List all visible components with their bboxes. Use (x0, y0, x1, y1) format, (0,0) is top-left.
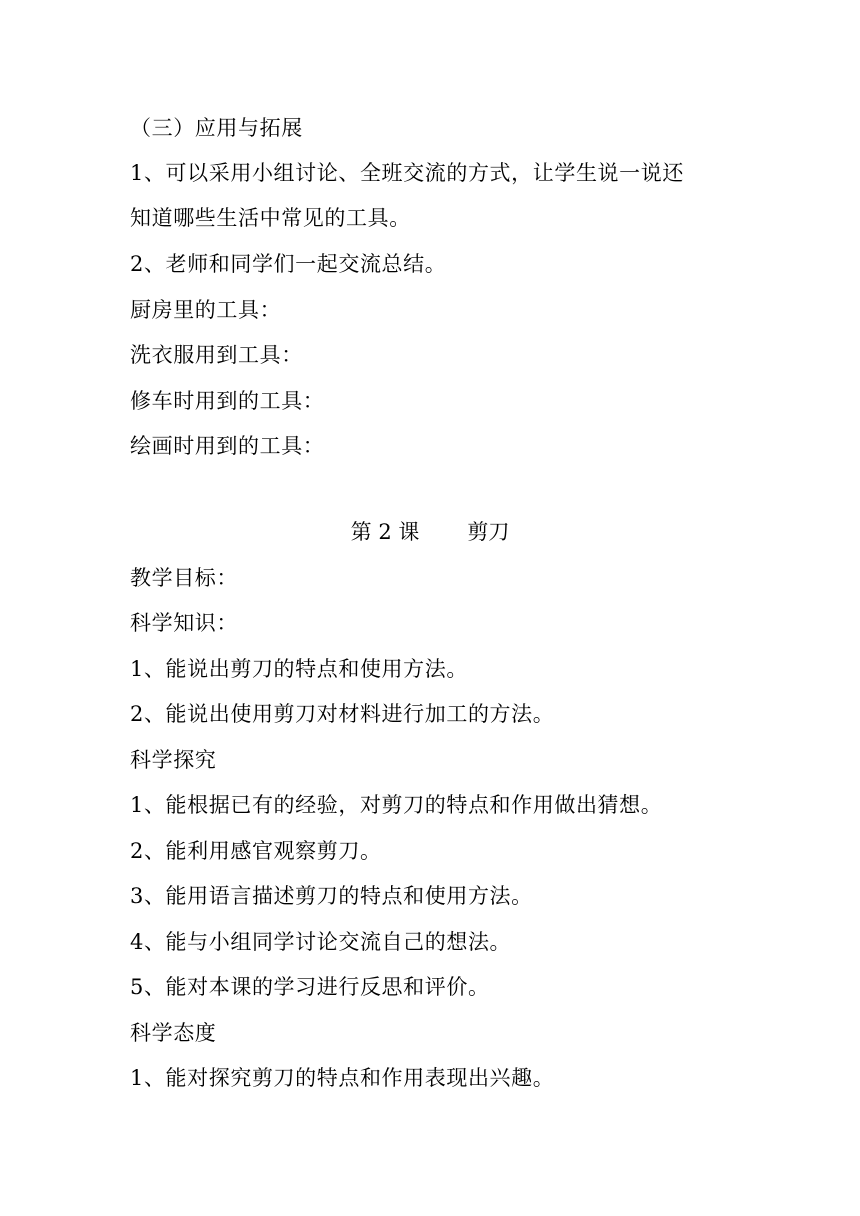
list-item: 1、能对探究剪刀的特点和作用表现出兴趣。 (130, 1066, 555, 1090)
paragraph-line: 知道哪些生活中常见的工具。 (130, 206, 411, 230)
list-item: 2、能说出使用剪刀对材料进行加工的方法。 (130, 702, 555, 726)
paragraph-line: 2、老师和同学们一起交流总结。 (130, 252, 447, 276)
section-heading: 科学态度 (130, 1021, 217, 1045)
list-item: 1、能根据已有的经验，对剪刀的特点和作用做出猜想。 (130, 793, 663, 817)
paragraph-line: 1、可以采用小组讨论、全班交流的方式，让学生说一说还 (130, 161, 684, 185)
list-item: 2、能利用感官观察剪刀。 (130, 839, 382, 863)
section-heading: 教学目标： (130, 566, 238, 590)
lesson-number: 第 2 课 (350, 520, 420, 544)
paragraph-line: 修车时用到的工具： (130, 389, 325, 413)
list-item: 1、能说出剪刀的特点和使用方法。 (130, 657, 468, 681)
section-heading: 科学知识： (130, 611, 238, 635)
section-heading: （三）应用与拓展 (130, 116, 303, 140)
paragraph-line: 绘画时用到的工具： (130, 434, 325, 458)
section-heading: 科学探究 (130, 748, 217, 772)
list-item: 3、能用语言描述剪刀的特点和使用方法。 (130, 884, 533, 908)
paragraph-line: 厨房里的工具： (130, 298, 282, 322)
list-item: 5、能对本课的学习进行反思和评价。 (130, 975, 490, 999)
list-item: 4、能与小组同学讨论交流自己的想法。 (130, 930, 512, 954)
paragraph-line: 洗衣服用到工具： (130, 343, 303, 367)
lesson-name: 剪刀 (467, 520, 510, 544)
lesson-title (0, 518, 860, 546)
